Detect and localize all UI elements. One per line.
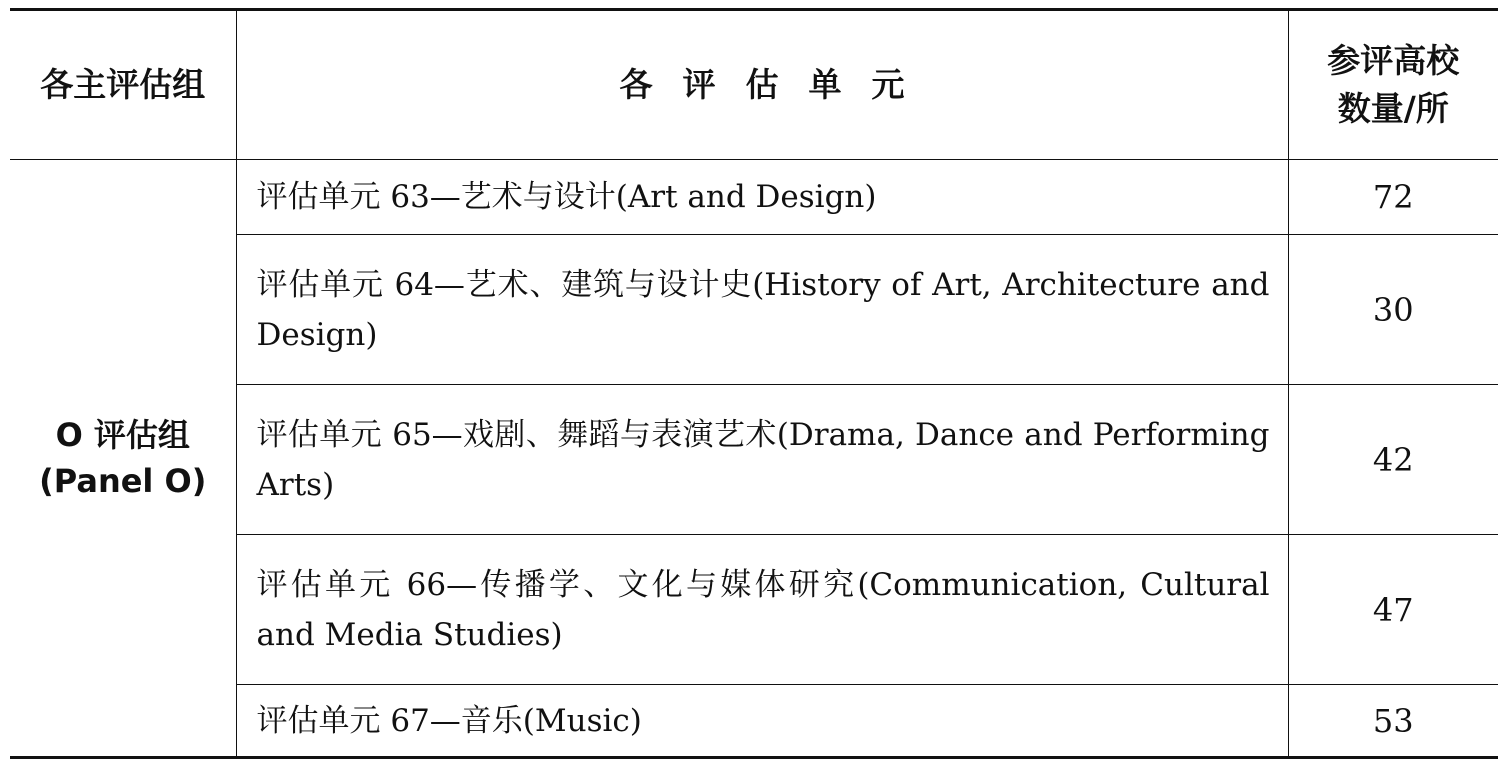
count-cell: 47 bbox=[1288, 535, 1498, 685]
panel-name-line1: O 评估组 bbox=[55, 416, 190, 454]
evaluation-units-table-container bbox=[10, 8, 1498, 759]
header-count bbox=[1288, 10, 1498, 160]
unit-cell: 评估单元 66—传播学、文化与媒体研究(Communication, Cultural and Media Studies) bbox=[236, 535, 1288, 685]
header-count-line1: 参评高校 bbox=[1327, 41, 1460, 80]
header-count-line2: 数量/所 bbox=[1337, 89, 1449, 128]
unit-cell: 评估单元 67—音乐(Music) bbox=[236, 685, 1288, 758]
unit-cell: 评估单元 65—戏剧、舞蹈与表演艺术(Drama, Dance and Performing Arts) bbox=[236, 385, 1288, 535]
unit-cell: 评估单元 63—艺术与设计(Art and Design) bbox=[236, 160, 1288, 235]
header-unit-label: 各评估单元 bbox=[619, 65, 935, 104]
panel-cell bbox=[10, 160, 236, 758]
count-cell: 42 bbox=[1288, 385, 1498, 535]
count-cell: 72 bbox=[1288, 160, 1498, 235]
panel-name-line2: (Panel O) bbox=[39, 462, 207, 500]
table-header-row bbox=[10, 10, 1498, 160]
count-cell: 30 bbox=[1288, 235, 1498, 385]
count-cell: 53 bbox=[1288, 685, 1498, 758]
table-row bbox=[10, 160, 1498, 235]
unit-cell: 评估单元 64—艺术、建筑与设计史(History of Art, Architecture and Design) bbox=[236, 235, 1288, 385]
header-unit bbox=[236, 10, 1288, 160]
header-panel: 各主评估组 bbox=[10, 10, 236, 160]
evaluation-units-table bbox=[10, 8, 1498, 759]
